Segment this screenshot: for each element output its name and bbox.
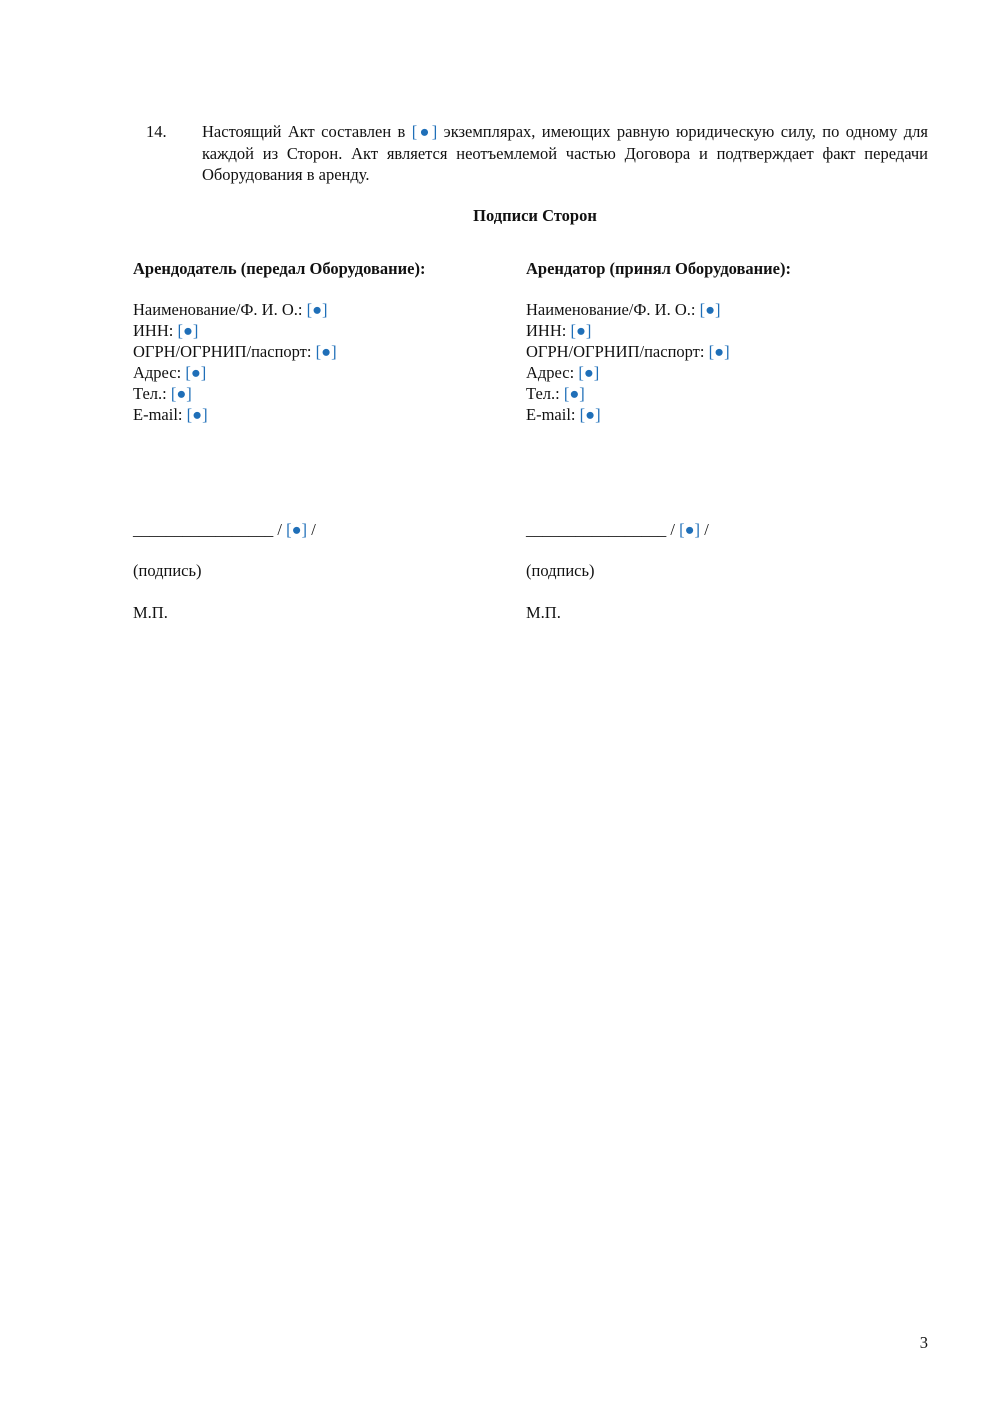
field-placeholder: [●] (177, 321, 199, 340)
copies-placeholder: [●] (411, 122, 438, 141)
field-placeholder: [●] (699, 300, 721, 319)
clause-number: 14. (146, 122, 167, 141)
lessee-address-field (526, 362, 906, 383)
signature-placeholder: [●] (679, 520, 701, 539)
lessee-fields (526, 299, 906, 425)
lessor-fields (133, 299, 513, 425)
lessor-phone-field (133, 383, 513, 404)
field-label: Наименование/Ф. И. О.: (133, 300, 307, 319)
field-label: ИНН: (133, 321, 178, 340)
signature-underline: _________________ / (133, 520, 287, 539)
field-placeholder: [●] (315, 342, 337, 361)
field-label: ОГРН/ОГРНИП/паспорт: (526, 342, 709, 361)
field-placeholder: [●] (186, 405, 208, 424)
lessor-heading: Арендодатель (передал Оборудование): (133, 259, 426, 278)
signature-underline: _________________ / (526, 520, 680, 539)
field-label: E-mail: (133, 405, 187, 424)
lessor-name-field (133, 299, 513, 320)
lessee-phone-field (526, 383, 906, 404)
field-placeholder: [●] (306, 300, 328, 319)
field-placeholder: [●] (578, 363, 600, 382)
lessee-signature-line (526, 520, 709, 540)
signature-placeholder: [●] (286, 520, 308, 539)
lessor-block (133, 258, 513, 622)
lessee-block (526, 258, 906, 622)
lessee-heading: Арендатор (принял Оборудование): (526, 259, 791, 278)
signatures-title: Подписи Сторон (473, 206, 597, 225)
field-label: ОГРН/ОГРНИП/паспорт: (133, 342, 316, 361)
lessee-seal: М.П. (526, 603, 561, 622)
field-placeholder: [●] (708, 342, 730, 361)
field-label: E-mail: (526, 405, 580, 424)
field-label: Адрес: (133, 363, 186, 382)
signature-end: / (700, 520, 709, 539)
lessor-email-field (133, 404, 513, 425)
lessee-signature-caption: (подпись) (526, 561, 595, 580)
field-placeholder: [●] (170, 384, 192, 403)
field-placeholder: [●] (185, 363, 207, 382)
lessee-name-field (526, 299, 906, 320)
lessor-ogrn-field (133, 341, 513, 362)
clause-14 (146, 121, 928, 186)
signature-end: / (307, 520, 316, 539)
page-number: 3 (919, 1333, 928, 1352)
lessor-seal: М.П. (133, 603, 168, 622)
lessor-signature-caption: (подпись) (133, 561, 202, 580)
lessor-inn-field (133, 320, 513, 341)
lessee-inn-field (526, 320, 906, 341)
clause-text-after: экземплярах, имеющих равную юридическую силу, по одному для каждой из Сторон. Акт является неотъемлемой частью Договора и подтверждает факт передачи Оборудования в аренду. (202, 122, 928, 184)
lessee-ogrn-field (526, 341, 906, 362)
field-label: ИНН: (526, 321, 571, 340)
lessee-email-field (526, 404, 906, 425)
field-placeholder: [●] (570, 321, 592, 340)
lessor-address-field (133, 362, 513, 383)
field-label: Тел.: (133, 384, 171, 403)
clause-text-before: Настоящий Акт составлен в (202, 122, 412, 141)
field-placeholder: [●] (563, 384, 585, 403)
field-label: Адрес: (526, 363, 579, 382)
field-label: Тел.: (526, 384, 564, 403)
clause-text (202, 121, 928, 186)
lessor-signature-line (133, 520, 316, 540)
field-placeholder: [●] (579, 405, 601, 424)
field-label: Наименование/Ф. И. О.: (526, 300, 700, 319)
